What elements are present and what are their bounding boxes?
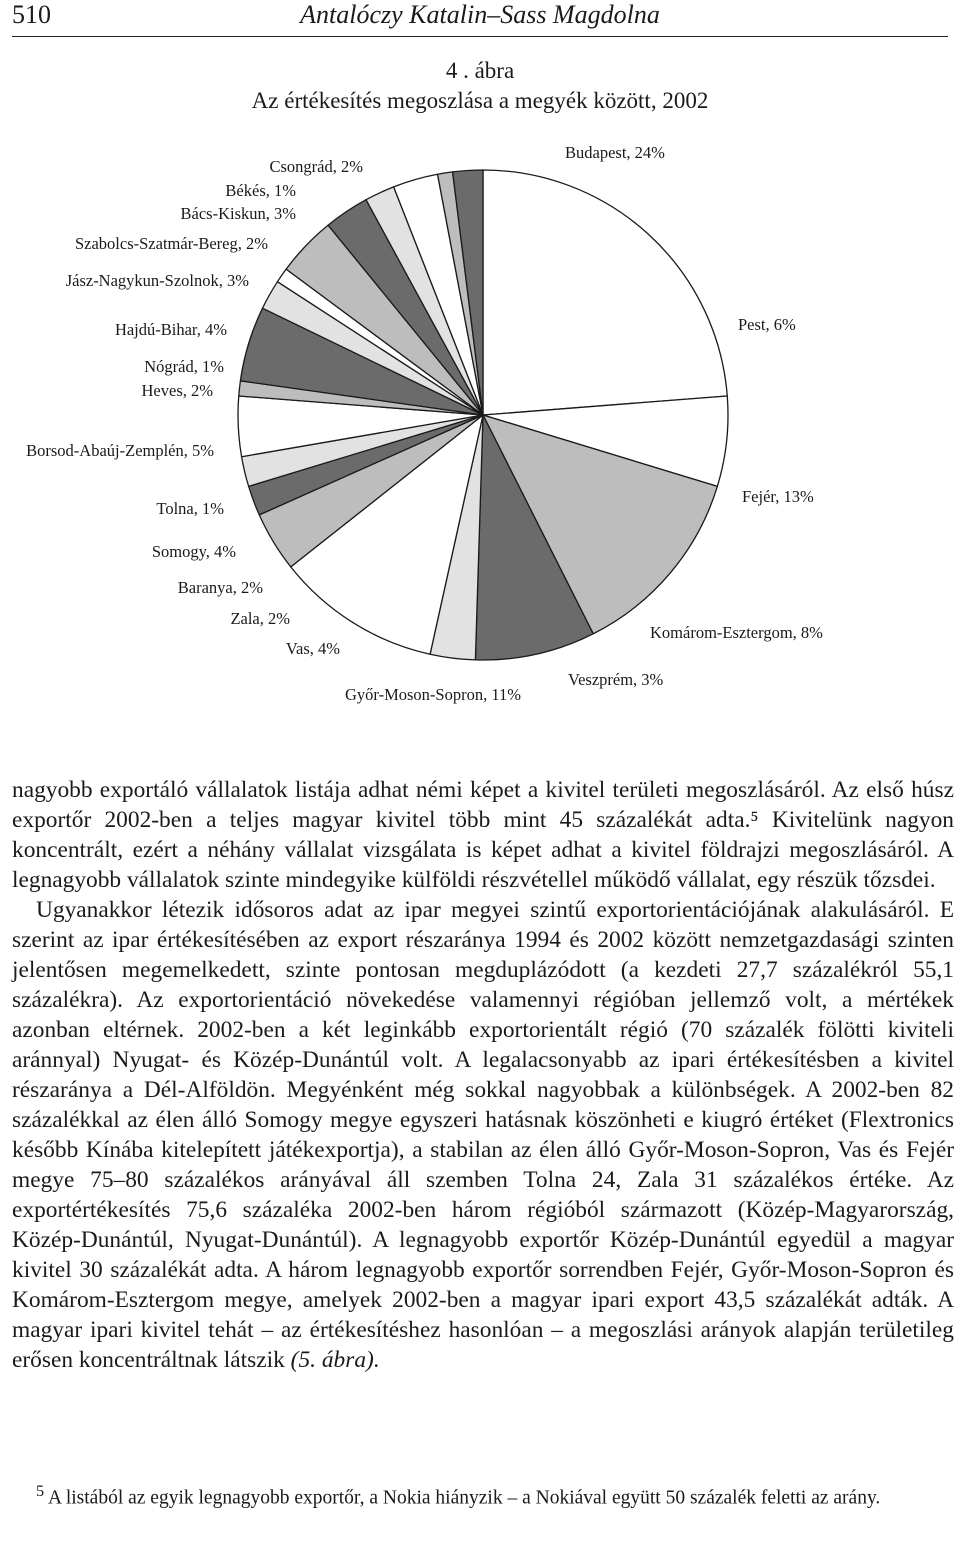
pie-label-gyor-moson-sopron: Győr-Moson-Sopron, 11%	[345, 685, 521, 704]
pie-label-veszprem: Veszprém, 3%	[568, 670, 664, 689]
footnote	[12, 1478, 954, 1512]
running-head: Antalóczy Katalin–Sass Magdolna	[300, 0, 660, 29]
pie-label-szabolcs-szatmar-bereg: Szabolcs-Szatmár-Bereg, 2%	[74, 234, 268, 253]
pie-label-tolna: Tolna, 1%	[156, 499, 224, 518]
pie-slice-budapest	[483, 170, 727, 415]
pie-label-vas: Vas, 4%	[285, 639, 340, 658]
pie-label-somogy: Somogy, 4%	[151, 542, 236, 561]
pie-label-jasz-nagykun-szolnok: Jász-Nagykun-Szolnok, 3%	[65, 271, 249, 290]
pie-label-borsod-abauj-zemplen: Borsod-Abaúj-Zemplén, 5%	[26, 441, 214, 460]
figure-label: 4 . ábra	[445, 58, 515, 83]
pie-label-fejer: Fejér, 13%	[742, 487, 814, 506]
pie-label-pest: Pest, 6%	[738, 315, 796, 334]
pie-label-komarom-esztergom: Komárom-Esztergom, 8%	[650, 623, 823, 642]
page-header	[12, 0, 948, 37]
pie-label-csongrad: Csongrád, 2%	[269, 157, 363, 176]
pie-label-hajdu-bihar: Hajdú-Bihar, 4%	[114, 320, 227, 339]
pie-label-bacs-kiskun: Bács-Kiskun, 3%	[180, 204, 296, 223]
figure-reference: (5. ábra).	[290, 1347, 380, 1373]
paragraph-1: nagyobb exportáló vállalatok listája adhat némi képet a kivitel területi megoszlásáról. Az első húsz exportőr 2002-ben a teljes magyar kivitel több mint 45 százalékát adta.⁵ Kivitelünk nagyon koncentrált, ezért a néhány vállalat vizsgálata is képet adhat a kivitel földrajzi megoszlásáról. A legnagyobb vállalatok szinte mindegyike külföldi részvétellel működő vállalat, egy részük tőzsdei.	[12, 777, 954, 893]
figure-title: Az értékesítés megoszlása a megyék között, 2002	[251, 88, 709, 113]
paragraph-2	[12, 895, 954, 1375]
pie-label-baranya: Baranya, 2%	[177, 578, 263, 597]
pie-label-bekes: Békés, 1%	[225, 181, 296, 200]
footnote-number: 5	[36, 1482, 45, 1500]
pie-label-heves: Heves, 2%	[141, 381, 213, 400]
body-text	[12, 775, 954, 1375]
pie-label-budapest: Budapest, 24%	[565, 143, 665, 162]
pie-label-nograd: Nógrád, 1%	[144, 357, 224, 376]
pie-chart	[0, 130, 960, 730]
footnote-text: A listából az egyik legnagyobb exportőr, a Nokia hiányzik – a Nokiával együtt 50 százalék feletti az arány.	[47, 1487, 881, 1509]
page-number: 510	[12, 0, 51, 29]
pie-label-zala: Zala, 2%	[230, 609, 290, 628]
footnote-body	[12, 1478, 954, 1512]
paragraph-2-text: Ugyanakkor létezik idősoros adat az ipar megyei szintű exportorientációjának alakulásáról. E szerint az ipar értékesítésében az export részaránya 1994 és 2002 között nemzetgazdasági szinten jelentősen megemelkedett, szinte pontosan megduplázódott (a kezdeti 27,7 százalékról 55,1 százalékra). Az exportorientáció növekedése valamennyi régióban jellemző volt, a mértékek azonban eltérnek. 2002-ben a két leginkább exportorientált régió (70 százalék fölötti kiviteli aránnyal) Nyugat- és Közép-Dunántúl volt. A legalacsonyabb az ipari értékesítésben a kivitel részaránya a Dél-Alföldön. Megyénként még sokkal nagyobbak a különbségek. A 2002-ben 82 százalékkal az élen álló Somogy megye egyszeri hatásnak köszönheti e kiugró értéket (Flextronics később Kínába kitelepített játékexportja), a stabilan az élen álló Győr-Moson-Sopron, Vas és Fejér megye 75–80 százalékos arányával áll szemben Tolna 24, Zala 31 százalékos értéke. Az exportértékesítés 75,6 százaléka 2002-ben három régióból származott (Közép-Magyarország, Közép-Dunántúl, Nyugat-Dunántúl). A legnagyobb exportőr Közép-Dunántúl egyedül a magyar kivitel 30 százalékát adta. A három legnagyobb exportőr sorrendben Fejér, Győr-Moson-Sopron és Komárom-Esztergom megye, amelyek 2002-ben a magyar ipari export 43,5 százalékát adták. A magyar ipari kivitel tehát – az értékesítéshez hasonlóan – a megoszlási arányok alapján területileg erősen koncentráltnak látszik	[12, 897, 954, 1373]
